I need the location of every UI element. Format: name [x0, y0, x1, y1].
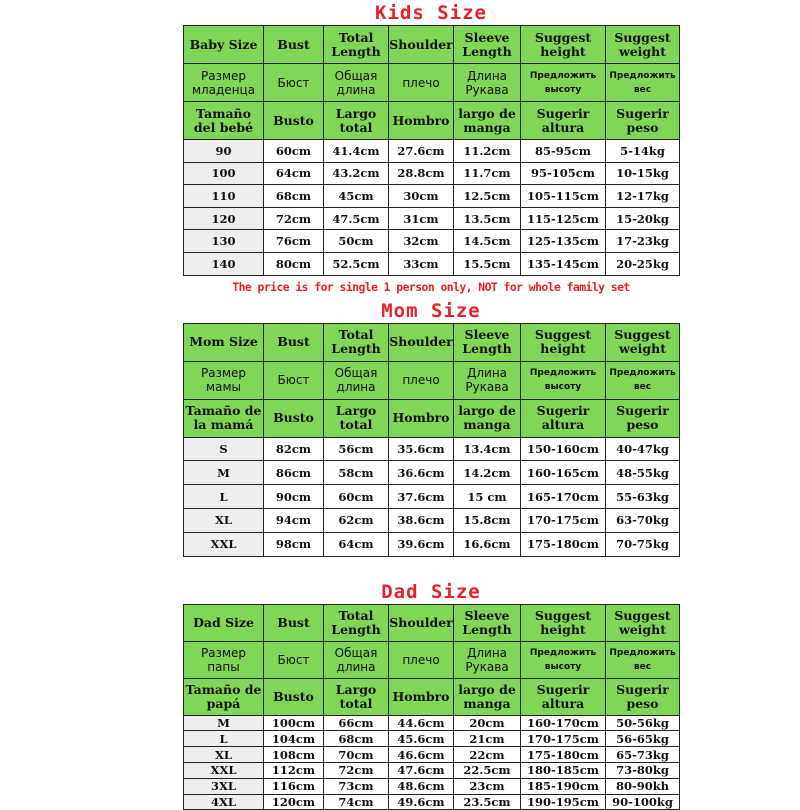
header-cell: Общая длина [324, 361, 389, 399]
header-cell: Предложить вес [606, 641, 680, 678]
header-cell: Dad Size [184, 604, 264, 641]
size-label: 110 [184, 185, 264, 208]
table-cell: 49.6cm [389, 794, 454, 810]
table-row [184, 485, 680, 509]
size-label: 140 [184, 252, 264, 275]
header-row-ru [184, 64, 680, 102]
table-cell: 14.5cm [454, 230, 521, 253]
header-cell: Общая длина [324, 64, 389, 102]
table-cell: 76cm [264, 230, 324, 253]
header-cell: Busto [264, 678, 324, 715]
header-cell: Общая длина [324, 641, 389, 678]
table-cell: 21cm [454, 731, 521, 747]
size-label: M [184, 715, 264, 731]
size-chart [183, 0, 679, 810]
table-cell: 82cm [264, 437, 324, 461]
header-cell: Sleeve Length [454, 604, 521, 641]
table-row [184, 731, 680, 747]
table-cell: 46.6cm [389, 747, 454, 763]
table-cell: 50-56kg [606, 715, 680, 731]
table-cell: 14.2cm [454, 461, 521, 485]
table-cell: 52.5cm [324, 252, 389, 275]
table-cell: 28.8cm [389, 162, 454, 185]
table-cell: 16.6cm [454, 532, 521, 556]
table-row [184, 715, 680, 731]
size-label: 100 [184, 162, 264, 185]
header-cell: плечо [389, 64, 454, 102]
header-cell: Sleeve Length [454, 26, 521, 64]
header-cell: Suggest weight [606, 604, 680, 641]
table-row [184, 252, 680, 275]
header-cell: Бюст [264, 361, 324, 399]
size-label: XL [184, 508, 264, 532]
table-cell: 94cm [264, 508, 324, 532]
table-cell: 116cm [264, 778, 324, 794]
table-row [184, 461, 680, 485]
table-cell: 70cm [324, 747, 389, 763]
table-cell: 48.6cm [389, 778, 454, 794]
header-cell: Бюст [264, 64, 324, 102]
table-cell: 48-55kg [606, 461, 680, 485]
header-cell: Длина Рукава [454, 64, 521, 102]
table-cell: 60cm [324, 485, 389, 509]
table-cell: 47.6cm [389, 762, 454, 778]
size-label: L [184, 485, 264, 509]
header-cell: Suggest height [521, 26, 606, 64]
header-cell: Largo total [324, 102, 389, 140]
table-cell: 15 cm [454, 485, 521, 509]
table-cell: 37.6cm [389, 485, 454, 509]
header-cell: Hombro [389, 678, 454, 715]
table-cell: 20-25kg [606, 252, 680, 275]
table-cell: 56-65kg [606, 731, 680, 747]
header-cell: Bust [264, 604, 324, 641]
table-cell: 170-175cm [521, 731, 606, 747]
table-cell: 95-105cm [521, 162, 606, 185]
size-label: S [184, 437, 264, 461]
table-cell: 45cm [324, 185, 389, 208]
table-cell: 66cm [324, 715, 389, 731]
header-cell: Размер папы [184, 641, 264, 678]
header-cell: Hombro [389, 102, 454, 140]
table-cell: 120cm [264, 794, 324, 810]
header-cell: Sleeve Length [454, 323, 521, 361]
header-cell: Sugerir altura [521, 399, 606, 437]
header-cell: Bust [264, 26, 324, 64]
table-cell: 43.2cm [324, 162, 389, 185]
table-cell: 36.6cm [389, 461, 454, 485]
size-label: 4XL [184, 794, 264, 810]
table-cell: 170-175cm [521, 508, 606, 532]
table-cell: 58cm [324, 461, 389, 485]
table-cell: 90-100kg [606, 794, 680, 810]
table-cell: 63-70kg [606, 508, 680, 532]
header-cell: largo de manga [454, 678, 521, 715]
table-cell: 85-95cm [521, 140, 606, 163]
table-cell: 73cm [324, 778, 389, 794]
table-cell: 5-14kg [606, 140, 680, 163]
table-cell: 50cm [324, 230, 389, 253]
mom-size-table [183, 323, 680, 557]
table-cell: 115-125cm [521, 207, 606, 230]
table-cell: 30cm [389, 185, 454, 208]
kids-size-title: Kids Size [375, 2, 487, 24]
header-cell: Предложить вес [606, 361, 680, 399]
table-cell: 15-20kg [606, 207, 680, 230]
table-cell: 74cm [324, 794, 389, 810]
table-cell: 35.6cm [389, 437, 454, 461]
table-cell: 60cm [264, 140, 324, 163]
header-cell: largo de manga [454, 102, 521, 140]
header-cell: Suggest weight [606, 26, 680, 64]
header-cell: Shoulder [389, 323, 454, 361]
table-cell: 23.5cm [454, 794, 521, 810]
table-cell: 23cm [454, 778, 521, 794]
header-cell: Busto [264, 399, 324, 437]
size-label: 3XL [184, 778, 264, 794]
table-cell: 65-73kg [606, 747, 680, 763]
header-cell: Предложить высоту [521, 641, 606, 678]
table-cell: 160-170cm [521, 715, 606, 731]
header-cell: Baby Size [184, 26, 264, 64]
table-cell: 68cm [264, 185, 324, 208]
table-cell: 20cm [454, 715, 521, 731]
table-row [184, 140, 680, 163]
table-cell: 13.5cm [454, 207, 521, 230]
header-cell: Hombro [389, 399, 454, 437]
header-cell: Suggest height [521, 323, 606, 361]
header-cell: Размер мамы [184, 361, 264, 399]
price-notice: The price is for single 1 person only, NOT for whole family set [232, 279, 630, 294]
header-cell: Tamaño de papá [184, 678, 264, 715]
table-cell: 12-17kg [606, 185, 680, 208]
table-row [184, 162, 680, 185]
header-cell: Busto [264, 102, 324, 140]
table-cell: 68cm [324, 731, 389, 747]
header-cell: Shoulder [389, 604, 454, 641]
table-cell: 90cm [264, 485, 324, 509]
table-cell: 12.5cm [454, 185, 521, 208]
dad-size-table [183, 604, 680, 810]
table-cell: 64cm [264, 162, 324, 185]
size-label: XL [184, 747, 264, 763]
table-cell: 160-165cm [521, 461, 606, 485]
table-cell: 105-115cm [521, 185, 606, 208]
table-cell: 40-47kg [606, 437, 680, 461]
table-row [184, 207, 680, 230]
header-cell: Sugerir altura [521, 678, 606, 715]
table-cell: 47.5cm [324, 207, 389, 230]
table-cell: 41.4cm [324, 140, 389, 163]
table-cell: 135-145cm [521, 252, 606, 275]
table-cell: 13.4cm [454, 437, 521, 461]
table-cell: 72cm [264, 207, 324, 230]
size-label: 90 [184, 140, 264, 163]
header-cell: Suggest weight [606, 323, 680, 361]
header-cell: Предложить высоту [521, 64, 606, 102]
table-row [184, 747, 680, 763]
table-cell: 175-180cm [521, 532, 606, 556]
size-label: 130 [184, 230, 264, 253]
table-cell: 17-23kg [606, 230, 680, 253]
header-cell: Tamaño de la mamá [184, 399, 264, 437]
header-row-ru [184, 361, 680, 399]
header-cell: Длина Рукава [454, 641, 521, 678]
header-cell: Largo total [324, 399, 389, 437]
table-cell: 80-90kh [606, 778, 680, 794]
size-label: XXL [184, 532, 264, 556]
table-row [184, 778, 680, 794]
header-cell: Total Length [324, 604, 389, 641]
header-cell: плечо [389, 641, 454, 678]
header-cell: Tamaño del bebé [184, 102, 264, 140]
table-cell: 80cm [264, 252, 324, 275]
table-row [184, 508, 680, 532]
table-cell: 15.5cm [454, 252, 521, 275]
table-row [184, 437, 680, 461]
table-cell: 112cm [264, 762, 324, 778]
table-row [184, 794, 680, 810]
header-cell: Sugerir peso [606, 399, 680, 437]
header-cell: плечо [389, 361, 454, 399]
table-cell: 22.5cm [454, 762, 521, 778]
table-cell: 73-80kg [606, 762, 680, 778]
table-cell: 175-180cm [521, 747, 606, 763]
table-row [184, 532, 680, 556]
table-cell: 70-75kg [606, 532, 680, 556]
table-cell: 33cm [389, 252, 454, 275]
table-cell: 125-135cm [521, 230, 606, 253]
table-row [184, 185, 680, 208]
table-cell: 44.6cm [389, 715, 454, 731]
table-cell: 100cm [264, 715, 324, 731]
table-cell: 185-190cm [521, 778, 606, 794]
header-cell: Sugerir peso [606, 678, 680, 715]
table-cell: 55-63kg [606, 485, 680, 509]
table-cell: 10-15kg [606, 162, 680, 185]
table-cell: 190-195cm [521, 794, 606, 810]
table-cell: 31cm [389, 207, 454, 230]
table-row [184, 762, 680, 778]
table-cell: 27.6cm [389, 140, 454, 163]
table-cell: 72cm [324, 762, 389, 778]
header-row-ru [184, 641, 680, 678]
table-cell: 150-160cm [521, 437, 606, 461]
header-cell: Предложить вес [606, 64, 680, 102]
kids-size-table [183, 25, 680, 276]
header-row-es [184, 102, 680, 140]
table-cell: 98cm [264, 532, 324, 556]
table-cell: 22cm [454, 747, 521, 763]
header-row-en [184, 323, 680, 361]
header-cell: Размер младенца [184, 64, 264, 102]
size-label: M [184, 461, 264, 485]
dad-size-title: Dad Size [381, 580, 481, 603]
size-label: L [184, 731, 264, 747]
header-cell: Mom Size [184, 323, 264, 361]
size-label: XXL [184, 762, 264, 778]
mom-size-title: Mom Size [381, 299, 481, 322]
table-cell: 108cm [264, 747, 324, 763]
table-cell: 104cm [264, 731, 324, 747]
table-cell: 62cm [324, 508, 389, 532]
table-cell: 165-170cm [521, 485, 606, 509]
header-cell: largo de manga [454, 399, 521, 437]
size-label: 120 [184, 207, 264, 230]
table-row [184, 230, 680, 253]
table-cell: 180-185cm [521, 762, 606, 778]
header-cell: Shoulder [389, 26, 454, 64]
header-cell: Total Length [324, 26, 389, 64]
table-cell: 56cm [324, 437, 389, 461]
header-cell: Largo total [324, 678, 389, 715]
header-row-es [184, 678, 680, 715]
table-cell: 45.6cm [389, 731, 454, 747]
header-cell: Sugerir peso [606, 102, 680, 140]
header-cell: Предложить высоту [521, 361, 606, 399]
table-cell: 39.6cm [389, 532, 454, 556]
table-cell: 11.2cm [454, 140, 521, 163]
table-cell: 11.7cm [454, 162, 521, 185]
header-row-es [184, 399, 680, 437]
header-cell: Total Length [324, 323, 389, 361]
header-cell: Bust [264, 323, 324, 361]
header-row-en [184, 604, 680, 641]
table-cell: 15.8cm [454, 508, 521, 532]
table-cell: 38.6cm [389, 508, 454, 532]
table-cell: 32cm [389, 230, 454, 253]
header-cell: Sugerir altura [521, 102, 606, 140]
header-row-en [184, 26, 680, 64]
table-cell: 86cm [264, 461, 324, 485]
table-cell: 64cm [324, 532, 389, 556]
header-cell: Suggest height [521, 604, 606, 641]
header-cell: Бюст [264, 641, 324, 678]
header-cell: Длина Рукава [454, 361, 521, 399]
